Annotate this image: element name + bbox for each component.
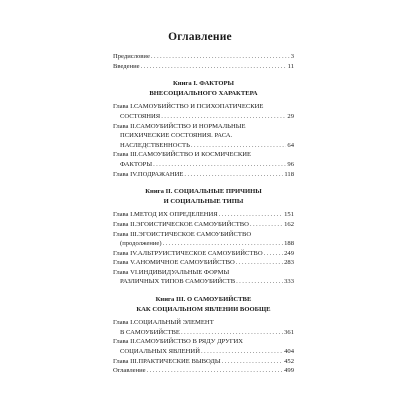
toc-chapter[interactable] xyxy=(113,249,294,259)
toc-entry-label: Глава IV.АЛЬТРУИСТИЧЕСКОЕ САМОУБИЙСТВО xyxy=(113,249,263,257)
table-of-contents xyxy=(113,52,294,376)
dot-leader xyxy=(201,347,283,357)
toc-chapter[interactable] xyxy=(113,268,294,287)
toc-entry-label: Глава II.ЭГОИСТИЧЕСКОЕ САМОУБИЙСТВО xyxy=(113,220,249,228)
dot-leader xyxy=(219,210,283,220)
dot-leader xyxy=(141,62,287,72)
toc-entry-label: СОЦИАЛЬНЫХ ЯВЛЕНИЙ xyxy=(120,348,200,356)
toc-chapter[interactable] xyxy=(113,170,294,180)
dot-leader xyxy=(181,328,283,338)
book-heading: КАК СОЦИАЛЬНОМ ЯВЛЕНИИ ВООБЩЕ xyxy=(136,305,271,313)
toc-page-number: 64 xyxy=(287,141,294,149)
toc-chapter[interactable] xyxy=(113,230,294,249)
toc-entry-label: НАСЛЕДСТВЕННОСТЬ xyxy=(120,141,190,149)
toc-entry-label: Оглавление xyxy=(113,367,146,375)
toc-entry-label: Глава III.САМОУБИЙСТВО И КОСМИЧЕСКИЕ xyxy=(113,151,252,159)
toc-page-number: 29 xyxy=(287,112,294,120)
toc-chapter[interactable] xyxy=(113,102,294,121)
toc-page-number: 283 xyxy=(284,259,294,267)
toc-chapter[interactable] xyxy=(113,122,294,151)
toc-page-number: 361 xyxy=(284,328,294,336)
toc-entry-label: Глава IV.ПОДРАЖАНИЕ xyxy=(113,170,184,178)
toc-page-number: 499 xyxy=(284,367,294,375)
dot-leader xyxy=(184,170,283,180)
toc-page-number: 96 xyxy=(287,160,294,168)
toc-entry-label: Глава VI.ИНДИВИДУАЛЬНЫЕ ФОРМЫ xyxy=(113,268,230,276)
toc-chapter[interactable] xyxy=(113,150,294,169)
dot-leader xyxy=(236,258,283,268)
toc-entry-introduction[interactable] xyxy=(113,62,294,72)
toc-entry-label: СОСТОЯНИЯ xyxy=(120,112,161,120)
dot-leader xyxy=(147,366,284,376)
toc-entry-preface[interactable] xyxy=(113,52,294,62)
book-heading: Книга I. ФАКТОРЫ xyxy=(173,80,234,88)
toc-entry-label: РАЗЛИЧНЫХ ТИПОВ САМОУБИЙСТВ xyxy=(120,278,236,286)
page-title: Оглавление xyxy=(168,31,232,43)
toc-entry-label: В САМОУБИЙСТВЕ xyxy=(120,328,180,336)
toc-entry-label: Глава I.САМОУБИЙСТВО И ПСИХОПАТИЧЕСКИЕ xyxy=(113,103,264,111)
toc-page-number: 249 xyxy=(284,249,294,257)
dot-leader xyxy=(161,112,286,122)
dot-leader xyxy=(264,249,284,259)
toc-entry-label: Глава III.ЭГОИСТИЧЕСКОЕ САМОУБИЙСТВО xyxy=(113,230,252,238)
toc-entry-label: Глава V.АНОМИЧНОЕ САМОУБИЙСТВО xyxy=(113,259,235,267)
dot-leader xyxy=(191,141,287,151)
toc-page-number: 3 xyxy=(290,53,294,60)
toc-entry-label: Предисловие xyxy=(113,53,150,60)
toc-page-number: 162 xyxy=(284,220,294,228)
toc-entry-contents[interactable] xyxy=(113,366,294,376)
dot-leader xyxy=(163,239,284,249)
toc-entry-label: Глава I.МЕТОД ИХ ОПРЕДЕЛЕНИЯ xyxy=(113,211,218,219)
toc-page-number: 118 xyxy=(284,170,294,178)
toc-entry-label: (продолжение) xyxy=(120,240,162,248)
toc-entry-label: Глава II.САМОУБИЙСТВО И НОРМАЛЬНЫЕ xyxy=(113,122,246,130)
toc-page-number: 151 xyxy=(284,211,294,219)
toc-entry-label: ФАКТОРЫ xyxy=(120,160,153,168)
book-heading: ВНЕСОЦИАЛЬНОГО ХАРАКТЕРА xyxy=(149,89,258,97)
toc-chapter[interactable] xyxy=(113,318,294,337)
toc-entry-label: Глава I.СОЦИАЛЬНЫЙ ЭЛЕМЕНТ xyxy=(113,319,214,327)
toc-page-number: 333 xyxy=(284,278,294,286)
toc-chapter[interactable] xyxy=(113,337,294,356)
book-heading: Книга II. СОЦИАЛЬНЫЕ ПРИЧИНЫ xyxy=(145,188,262,196)
toc-entry-label: ПСИХИЧЕСКИЕ СОСТОЯНИЯ. РАСА. xyxy=(120,132,233,140)
toc-chapter[interactable] xyxy=(113,258,294,268)
toc-chapter[interactable] xyxy=(113,220,294,230)
dot-leader xyxy=(250,220,283,230)
book-heading: Книга III. О САМОУБИЙСТВЕ xyxy=(155,296,252,304)
toc-page-number: 11 xyxy=(287,62,294,70)
toc-page-number: 188 xyxy=(284,240,294,248)
toc-chapter[interactable] xyxy=(113,210,294,220)
dot-leader xyxy=(222,357,283,367)
dot-leader xyxy=(153,160,286,170)
toc-page-number: 404 xyxy=(284,348,294,356)
dot-leader xyxy=(151,52,290,62)
toc-entry-label: Глава III.ПРАКТИЧЕСКИЕ ВЫВОДЫ xyxy=(113,357,221,365)
toc-entry-label: Глава II.САМОУБИЙСТВО В РЯДУ ДРУГИХ xyxy=(113,338,244,346)
toc-entry-label: Введение xyxy=(113,62,140,70)
book-heading: И СОЦИАЛЬНЫЕ ТИПЫ xyxy=(163,197,244,205)
toc-chapter[interactable] xyxy=(113,357,294,367)
toc-page-number: 452 xyxy=(284,357,294,365)
dot-leader xyxy=(236,277,283,287)
